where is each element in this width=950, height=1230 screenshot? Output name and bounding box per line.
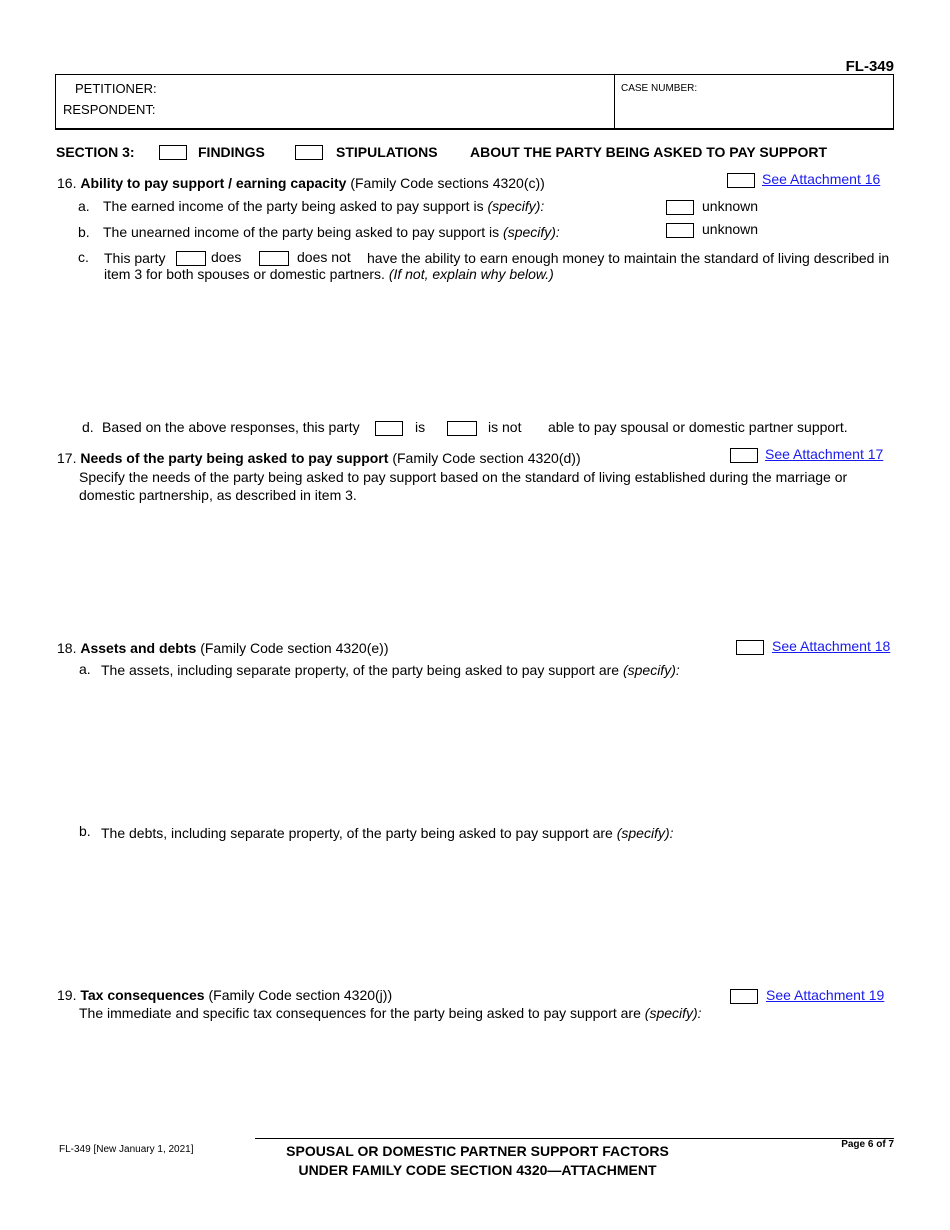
item16c-does-label: does — [211, 249, 242, 265]
item18a-specify: (specify): — [622, 662, 680, 678]
footer-title-2: UNDER FAMILY CODE SECTION 4320—ATTACHMENT — [298, 1162, 657, 1178]
findings-label: FINDINGS — [198, 144, 265, 160]
case-number-label: CASE NUMBER: — [621, 83, 698, 94]
item19-specify: (specify): — [644, 1005, 702, 1021]
item16c-does-checkbox[interactable] — [176, 251, 206, 266]
item16d-is-not-checkbox[interactable] — [447, 421, 477, 436]
item19-title: Tax consequences — [80, 987, 205, 1003]
item18-title: Assets and debts — [80, 640, 197, 656]
item17-code: (Family Code section 4320(d)) — [392, 450, 581, 466]
item18a-text — [101, 662, 680, 678]
attachment18-link[interactable]: See Attachment 18 — [772, 638, 891, 654]
item19-number: 19. — [57, 987, 77, 1003]
item19-text — [79, 1005, 702, 1021]
item16a-specify: (specify): — [487, 198, 545, 214]
item19-code: (Family Code section 4320(j)) — [208, 987, 393, 1003]
item16d-text: Based on the above responses, this party — [102, 419, 360, 435]
item16c-this-party: This party — [104, 250, 166, 266]
item16d-text2: able to pay spousal or domestic partner support. — [548, 419, 848, 435]
item17-number: 17. — [57, 450, 77, 466]
item18-number: 18. — [57, 640, 77, 656]
item17-heading — [57, 450, 581, 466]
item16a-unknown-checkbox[interactable] — [666, 200, 694, 215]
item18a-letter: a. — [79, 661, 91, 677]
stipulations-checkbox[interactable] — [295, 145, 323, 160]
item18b-letter: b. — [79, 823, 91, 839]
attachment18-checkbox[interactable] — [736, 640, 764, 655]
item17-title: Needs of the party being asked to pay support — [80, 450, 389, 466]
item18b-text-main: The debts, including separate property, of the party being asked to pay support are — [101, 825, 613, 841]
item18a-text-main: The assets, including separate property, of the party being asked to pay support are — [101, 662, 620, 678]
attachment17-link[interactable]: See Attachment 17 — [765, 446, 884, 462]
item16b-unknown-checkbox[interactable] — [666, 223, 694, 238]
stipulations-label: STIPULATIONS — [336, 144, 438, 160]
item17-text1: Specify the needs of the party being asked to pay support based on the standard of living established during the marriage or — [79, 469, 848, 485]
attachment16-link[interactable]: See Attachment 16 — [762, 171, 881, 187]
item16a-text-main: The earned income of the party being asked to pay support is — [103, 198, 484, 214]
item18-code: (Family Code section 4320(e)) — [200, 640, 389, 656]
item16b-specify: (specify): — [503, 224, 560, 240]
footer-page: Page 6 of 7 — [841, 1139, 894, 1150]
petitioner-label: PETITIONER: — [75, 81, 157, 96]
attachment17-checkbox[interactable] — [730, 448, 758, 463]
item16-title: Ability to pay support / earning capacity — [80, 175, 347, 191]
item16b-text-main: The unearned income of the party being asked to pay support is — [103, 224, 500, 240]
item16c-text2-main: item 3 for both spouses or domestic partners. — [104, 266, 385, 282]
item16b-letter: b. — [78, 224, 90, 240]
item16c-text2-italic: (If not, explain why below.) — [388, 266, 554, 282]
item18b-specify: (specify): — [616, 825, 674, 841]
item16-number: 16. — [57, 175, 77, 191]
attachment19-link[interactable]: See Attachment 19 — [766, 987, 885, 1003]
item16a-text — [103, 198, 544, 214]
item16d-is-checkbox[interactable] — [375, 421, 403, 436]
item16d-is-not-label: is not — [488, 419, 522, 435]
item18b-text — [101, 825, 674, 841]
attachment16-checkbox[interactable] — [727, 173, 755, 188]
item17-text2: domestic partnership, as described in item 3. — [79, 487, 357, 503]
footer-title-1: SPOUSAL OR DOMESTIC PARTNER SUPPORT FACTORS — [286, 1143, 669, 1159]
footer-rule — [255, 1138, 894, 1139]
findings-checkbox[interactable] — [159, 145, 187, 160]
item16-code: (Family Code sections 4320(c)) — [350, 175, 545, 191]
item16c-does-not-label: does not — [297, 249, 351, 265]
item16c-text2 — [104, 266, 554, 282]
item16c-text: have the ability to earn enough money to maintain the standard of living described in — [367, 250, 890, 266]
item16a-letter: a. — [78, 198, 90, 214]
item16-heading — [57, 175, 545, 191]
footer-form-rev: FL-349 [New January 1, 2021] — [59, 1144, 194, 1155]
item16c-letter: c. — [78, 249, 89, 265]
form-id: FL-349 — [845, 58, 894, 75]
item19-text-main: The immediate and specific tax consequences for the party being asked to pay support are — [79, 1005, 641, 1021]
section-about: ABOUT THE PARTY BEING ASKED TO PAY SUPPORT — [470, 144, 828, 160]
item16d-letter: d. — [82, 419, 94, 435]
item16a-unknown-label: unknown — [702, 198, 759, 214]
item16d-is-label: is — [415, 419, 426, 435]
respondent-label: RESPONDENT: — [63, 102, 156, 117]
item16c-does-not-checkbox[interactable] — [259, 251, 289, 266]
item18-heading — [57, 640, 388, 656]
section-label: SECTION 3: — [56, 144, 135, 160]
item16b-unknown-label: unknown — [702, 221, 759, 237]
item16b-text — [103, 224, 560, 240]
caption-box — [55, 74, 894, 130]
attachment19-checkbox[interactable] — [730, 989, 758, 1004]
item19-heading — [57, 987, 392, 1003]
